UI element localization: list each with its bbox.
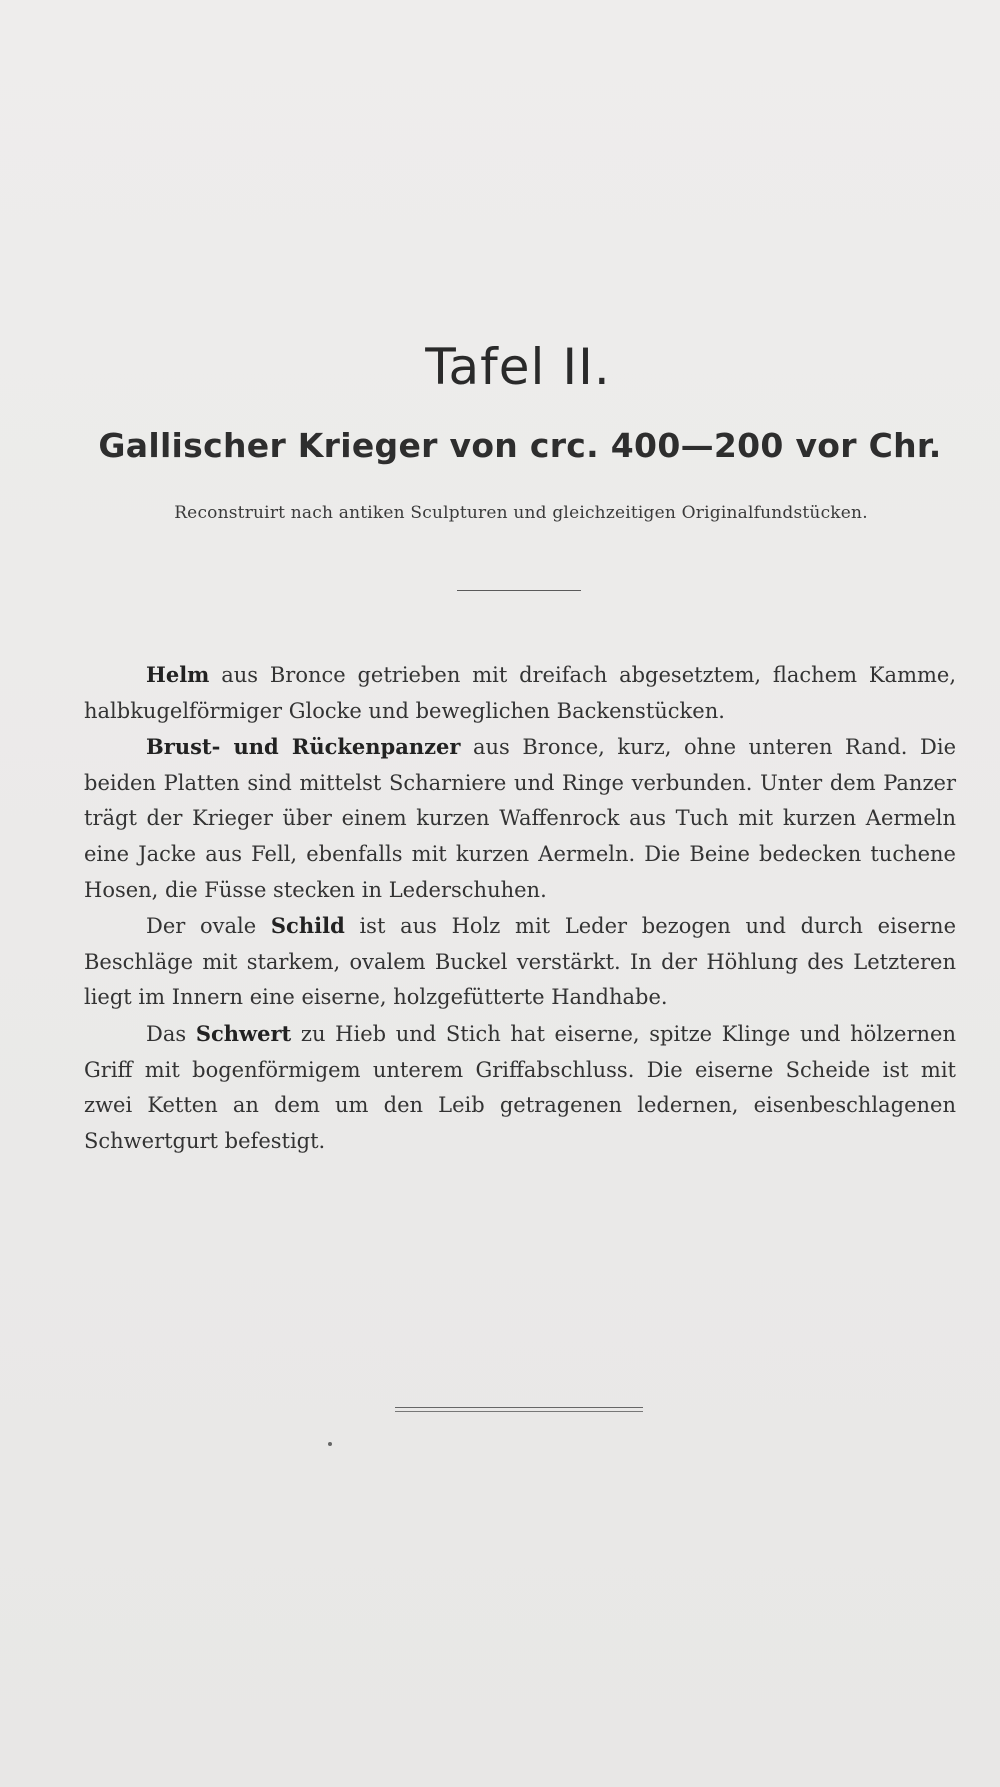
paragraph-helm	[84, 657, 956, 729]
keyword-helm: Helm	[146, 662, 210, 687]
keyword-panzer: Brust- und Rückenpanzer	[146, 734, 461, 760]
description-text	[84, 657, 956, 1159]
paragraph-text: zu Hieb und Stich hat eiserne, spitze Klinge und hölzernen Griff mit bogenförmigem unterem Griffabschluss. Die eiserne Scheide ist mit zwei Ketten an dem um den Leib getragenen ledernen, eisenbeschlagenen Schwertgurt befestigt.	[84, 1021, 956, 1153]
paragraph-panzer	[84, 729, 956, 908]
reconstruction-note: Reconstruirt nach antiken Sculpturen und gleichzeitigen Originalfundstücken.	[174, 503, 868, 523]
keyword-schild: Schild	[270, 913, 345, 939]
paragraph-schild	[84, 908, 956, 1016]
short-divider	[457, 590, 581, 591]
double-divider	[395, 1407, 643, 1412]
paragraph-text: aus Bronce, kurz, ohne unteren Rand. Die beiden Platten sind mittelst Scharniere und Ringe verbunden. Unter dem Panzer trägt der Krieger über einem kurzen Waffenrock aus Tuch mit kurzen Aermeln eine Jacke aus Fell, ebenfalls mit kurzen Aermeln. Die Beine bedecken tuchene Hosen, die Füsse stecken in Lederschuhen.	[84, 735, 956, 902]
paragraph-text: ist aus Holz mit Leder bezogen und durch eiserne Beschläge mit starkem, ovalem Buckel verstärkt. In der Höhlung des Letzteren liegt im Innern eine eiserne, holzgefütterte Handhabe.	[84, 914, 956, 1010]
paragraph-schwert	[84, 1016, 956, 1159]
paragraph-lead: Der ovale	[146, 914, 271, 939]
print-speck	[328, 1442, 332, 1446]
plate-subtitle: Gallischer Krieger von crc. 400—200 vor Chr.	[98, 426, 942, 465]
paragraph-lead: Das	[146, 1021, 196, 1046]
keyword-schwert: Schwert	[195, 1020, 292, 1046]
paragraph-text: aus Bronce getrieben mit dreifach abgesetztem, flachem Kamme, halbkugelförmiger Glocke und beweglichen Backenstücken.	[84, 663, 956, 723]
plate-title: Tafel II.	[425, 338, 611, 396]
